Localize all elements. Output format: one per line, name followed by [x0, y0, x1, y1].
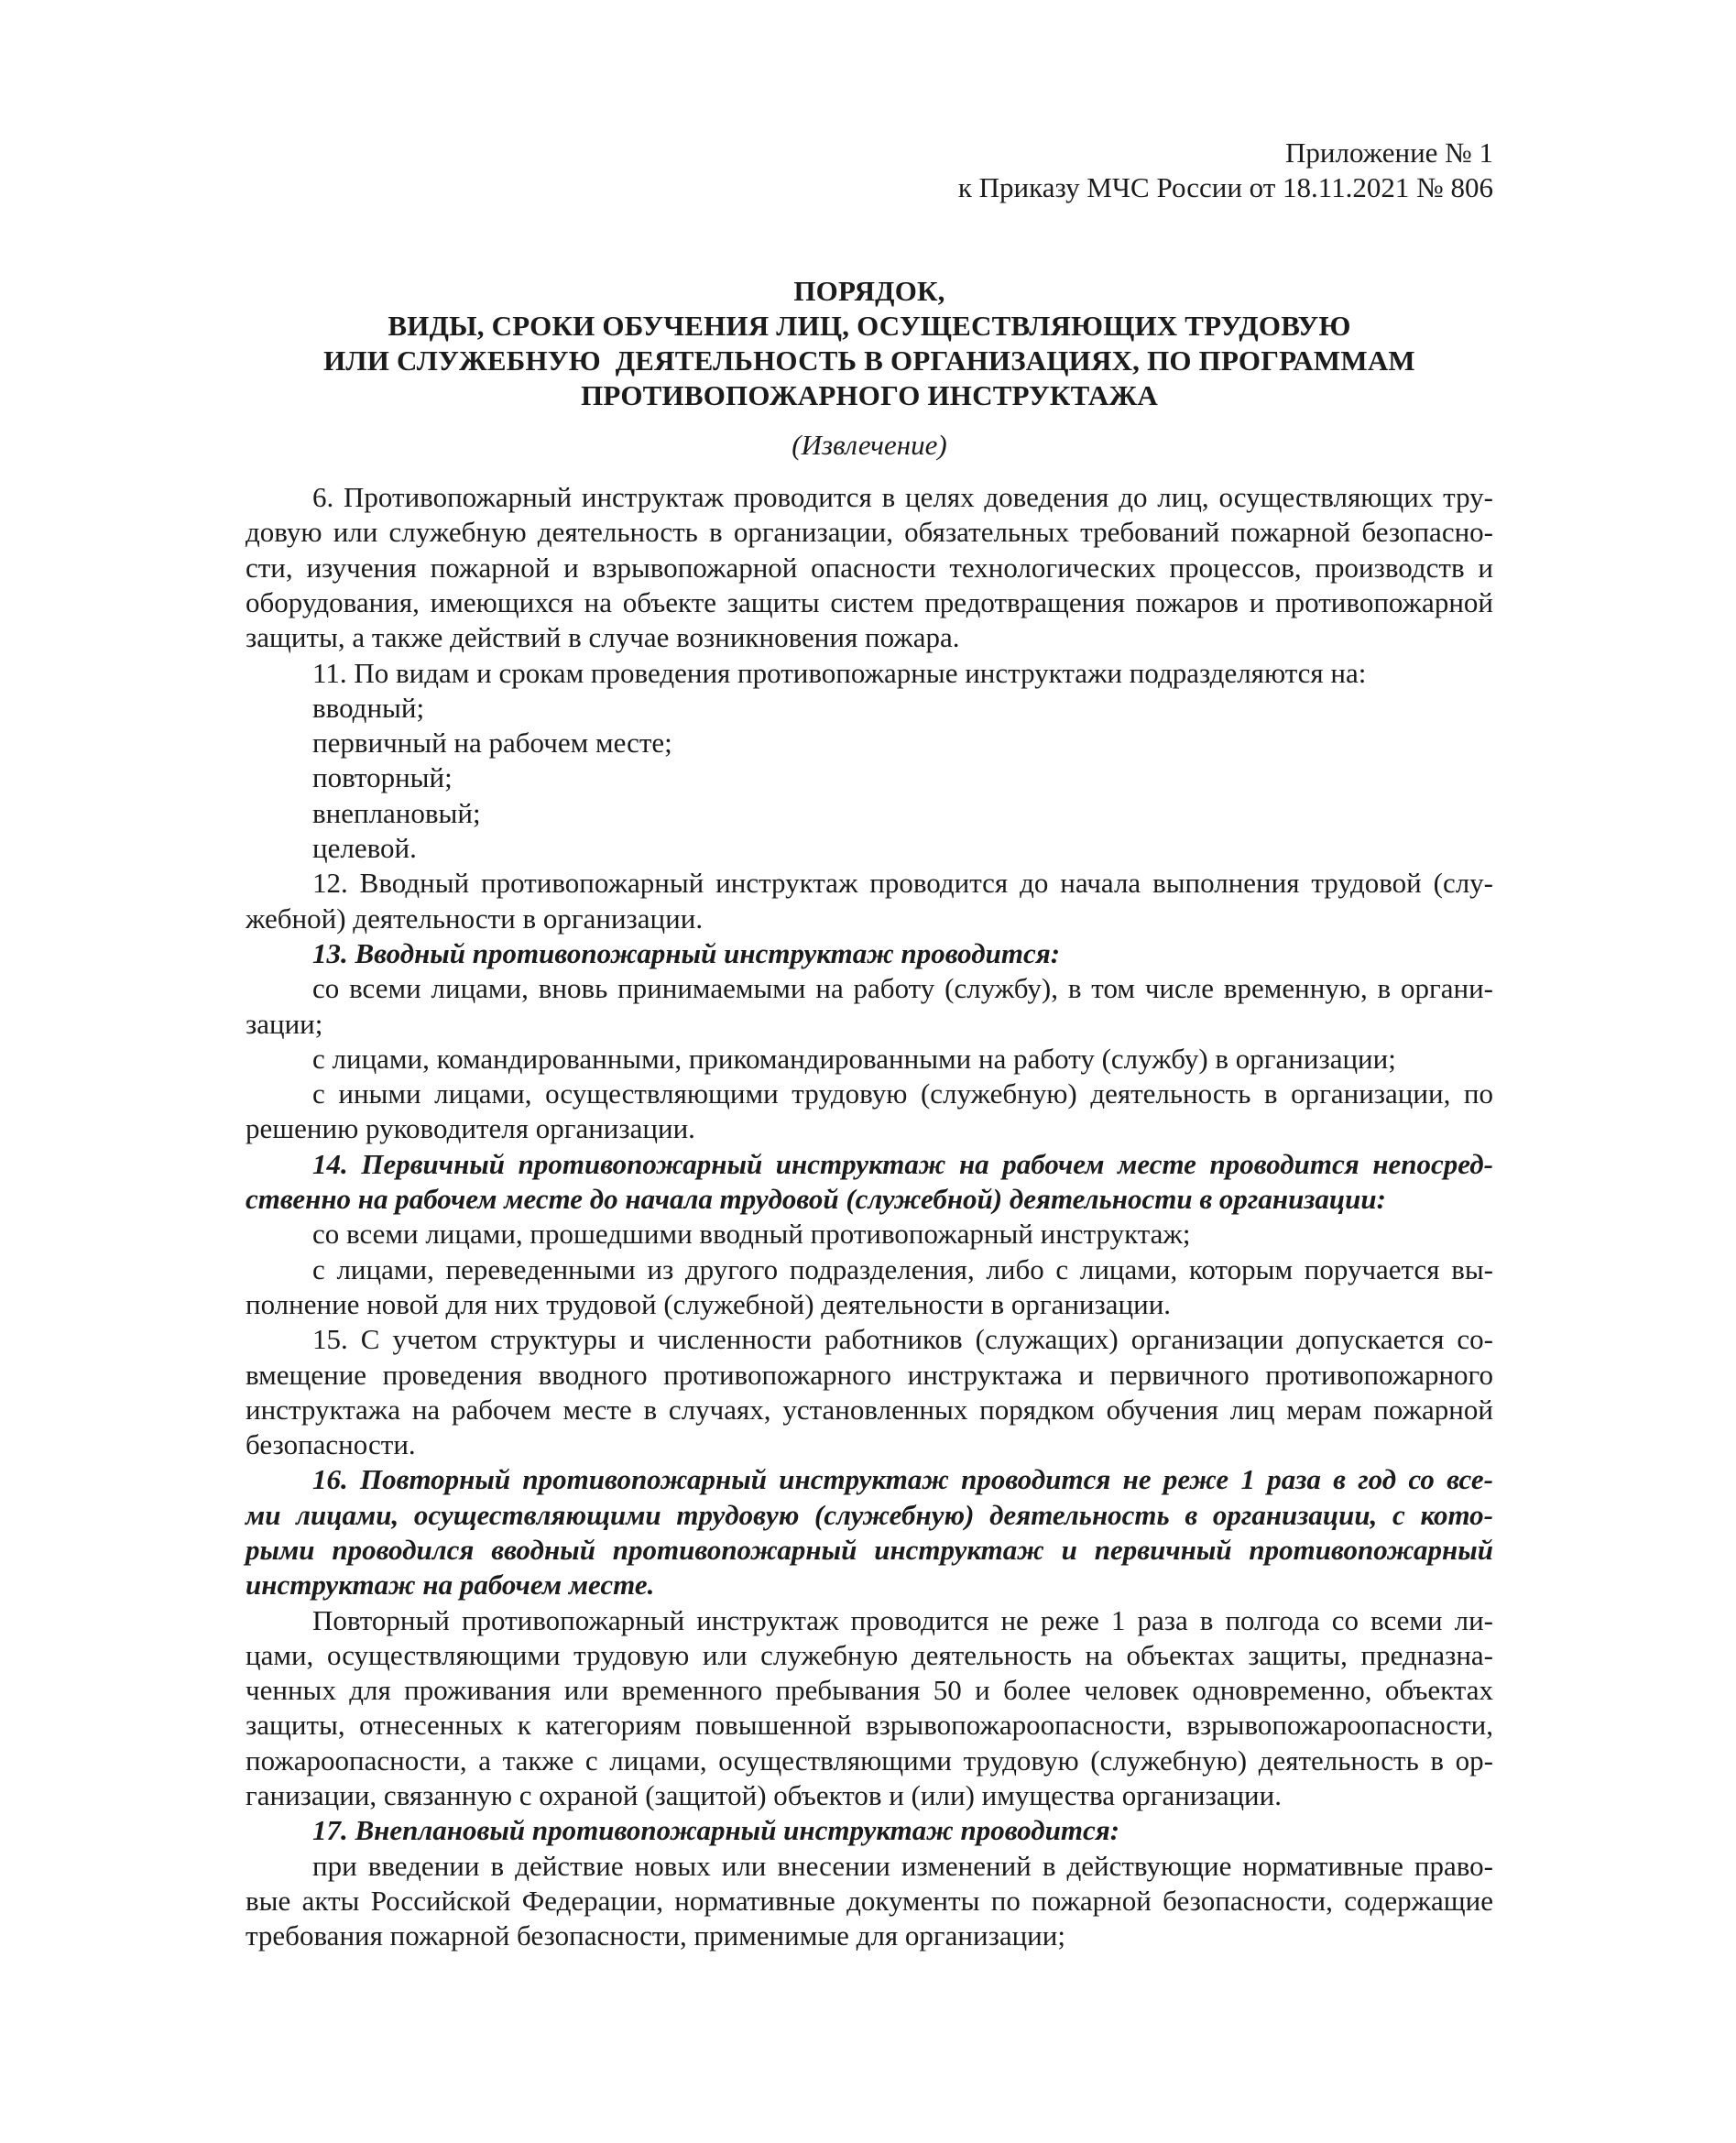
body-paragraph	[246, 971, 1493, 1042]
text-line: 17. Внеплановый противопожарный инструктаж проводится:	[312, 1814, 1120, 1847]
body-paragraph	[246, 1077, 1493, 1147]
title-line: ПОРЯДОК,	[793, 274, 945, 307]
numbered-heading-paragraph	[246, 1462, 1493, 1602]
body-paragraph	[246, 796, 1493, 831]
text-line: инструктаж на рабочем месте.	[246, 1569, 655, 1602]
body-paragraph	[246, 831, 1493, 866]
body-paragraph	[246, 656, 1493, 691]
text-line: инструктажа на рабочем месте в случаях, установленных порядком обучения лиц мерам пожарной	[246, 1393, 1493, 1426]
text-line: ственно на рабочем месте до начала трудовой (служебной) деятельности в организации:	[246, 1183, 1386, 1216]
numbered-heading-paragraph	[246, 1147, 1493, 1218]
body-paragraph	[246, 1322, 1493, 1462]
text-line: сти, изучения пожарной и взрывопожарной опасности технологических процессов, производств и	[246, 551, 1493, 584]
text-line: с лицами, переведенными из другого подразделения, либо с лицами, которым поручается вы-	[312, 1252, 1493, 1285]
title-line: ИЛИ СЛУЖЕБНУЮ ДЕЯТЕЛЬНОСТЬ В ОРГАНИЗАЦИЯХ, ПО ПРОГРАММАМ	[323, 344, 1415, 377]
text-line: вмещение проведения вводного противопожарного инструктажа и первичного противопожарного	[246, 1358, 1493, 1391]
text-line: 11. По видам и срокам проведения противопожарные инструктажи подразделяются на:	[312, 656, 1367, 689]
text-line: Повторный противопожарный инструктаж проводится не реже 1 раза в полгода со всеми ли-	[312, 1603, 1493, 1636]
text-line: 13. Вводный противопожарный инструктаж проводится:	[312, 936, 1061, 969]
text-line: 14. Первичный противопожарный инструктаж на рабочем месте проводится непосред-	[312, 1147, 1493, 1180]
text-line: рыми проводился вводный противопожарный инструктаж и первичный противопожарный	[246, 1533, 1493, 1566]
text-line: защиты, а также действий в случае возникновения пожара.	[246, 621, 960, 654]
text-line: 6. Противопожарный инструктаж проводится в целях доведения до лиц, осуществляющих тру-	[312, 481, 1493, 514]
text-line: со всеми лицами, прошедшими вводный противопожарный инструктаж;	[312, 1218, 1191, 1251]
annex-number-line: Приложение № 1	[1285, 137, 1493, 169]
text-line: полнение новой для них трудовой (служебной) деятельности в организации.	[246, 1287, 1172, 1320]
text-line: целевой.	[312, 832, 417, 865]
text-line: требования пожарной безопасности, применимые для организации;	[246, 1919, 1065, 1952]
body-paragraph	[246, 1042, 1493, 1077]
body-paragraph	[246, 691, 1493, 726]
order-reference-line: к Приказу МЧС России от 18.11.2021 № 806	[957, 171, 1493, 204]
text-line: вводный;	[312, 691, 425, 724]
text-line: внеплановый;	[312, 796, 481, 829]
body-paragraph	[246, 1849, 1493, 1954]
document-body	[246, 480, 1493, 1953]
text-line: повторный;	[312, 761, 453, 794]
body-paragraph	[246, 1217, 1493, 1252]
document-subtitle: (Извлечение)	[792, 428, 947, 461]
text-line: 12. Вводный противопожарный инструктаж проводится до начала выполнения трудовой (слу-	[312, 867, 1493, 900]
text-line: пожароопасности, а также с лицами, осуществляющими трудовую (служебную) деятельность в ор-	[246, 1744, 1493, 1777]
title-line: ПРОТИВОПОЖАРНОГО ИНСТРУКТАЖА	[581, 379, 1158, 412]
text-line: защиты, отнесенных к категориям повышенной взрывопожароопасности, взрывопожароопасности,	[246, 1709, 1493, 1742]
body-paragraph	[246, 1603, 1493, 1814]
text-line: вые акты Российской Федерации, нормативные документы по пожарной безопасности, содержащие	[246, 1884, 1493, 1917]
body-paragraph	[246, 1252, 1493, 1323]
text-line: ми лицами, осуществляющими трудовую (служебную) деятельность в организации, с кото-	[246, 1498, 1493, 1531]
annex-reference	[246, 136, 1493, 206]
body-paragraph	[246, 760, 1493, 795]
document-title	[246, 274, 1493, 414]
body-paragraph	[246, 726, 1493, 760]
body-paragraph	[246, 480, 1493, 655]
text-line: 15. С учетом структуры и численности работников (служащих) организации допускается со-	[312, 1323, 1493, 1356]
body-paragraph	[246, 866, 1493, 936]
numbered-heading-paragraph	[246, 936, 1493, 971]
text-line: оборудования, имеющихся на объекте защиты систем предотвращения пожаров и противопожарной	[246, 585, 1493, 618]
text-line: ченных для проживания или временного пребывания 50 и более человек одновременно, объектах	[246, 1674, 1493, 1707]
text-line: первичный на рабочем месте;	[312, 727, 672, 760]
document-content	[246, 136, 1493, 1954]
text-line: со всеми лицами, вновь принимаемыми на работу (службу), в том числе временную, в органи-	[312, 972, 1493, 1005]
text-line: 16. Повторный противопожарный инструктаж проводится не реже 1 раза в год со все-	[312, 1463, 1493, 1496]
text-line: с лицами, командированными, прикомандированными на работу (службу) в организации;	[312, 1042, 1396, 1075]
text-line: при введении в действие новых или внесении изменений в действующие нормативные право-	[312, 1849, 1493, 1882]
text-line: безопасности.	[246, 1428, 416, 1461]
title-line: ВИДЫ, СРОКИ ОБУЧЕНИЯ ЛИЦ, ОСУЩЕСТВЛЯЮЩИХ ТРУДОВУЮ	[388, 309, 1351, 342]
text-line: ганизации, связанную с охраной (защитой) объектов и (или) имущества организации.	[246, 1779, 1282, 1812]
text-line: цами, осуществляющими трудовую или служебную деятельность на объектах защиты, предназна-	[246, 1638, 1493, 1671]
text-line: решению руководителя организации.	[246, 1112, 695, 1145]
numbered-heading-paragraph	[246, 1813, 1493, 1848]
text-line: жебной) деятельности в организации.	[246, 902, 704, 935]
text-line: зации;	[246, 1007, 323, 1040]
text-line: с иными лицами, осуществляющими трудовую (служебную) деятельность в организации, по	[312, 1077, 1493, 1110]
text-line: довую или служебную деятельность в организации, обязательных требований пожарной безопасно-	[246, 516, 1493, 549]
